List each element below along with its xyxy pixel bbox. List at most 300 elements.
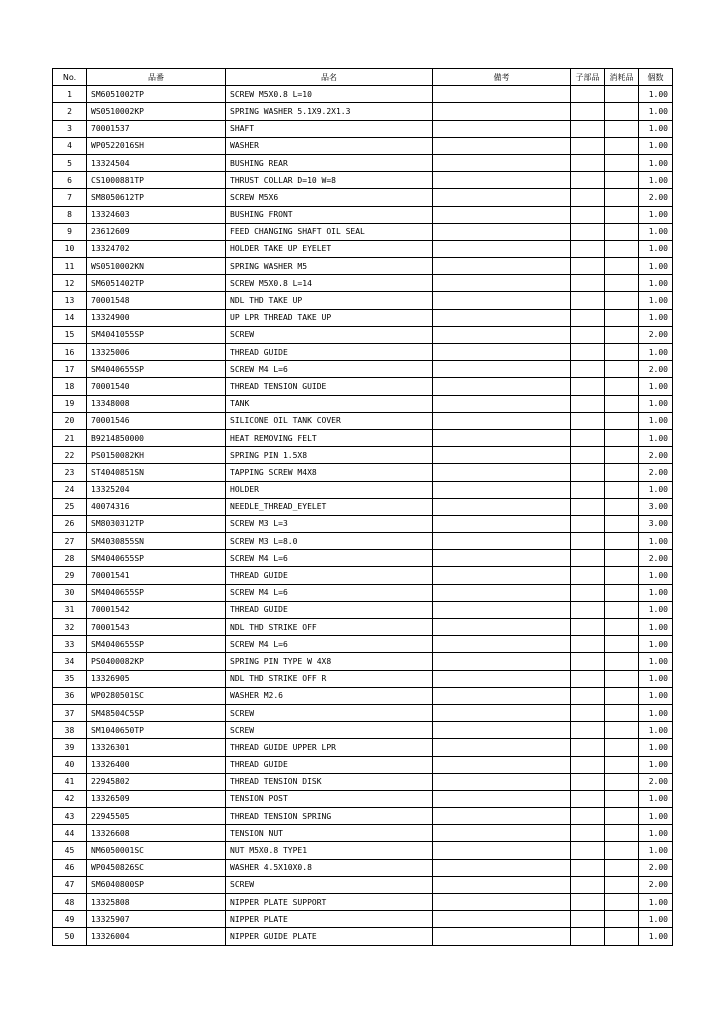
row-number: 10	[53, 240, 87, 257]
row-number: 48	[53, 894, 87, 911]
consumable-cell	[605, 842, 639, 859]
remarks-cell	[433, 378, 571, 395]
sub-part-cell	[571, 395, 605, 412]
consumable-cell	[605, 137, 639, 154]
part-name: TENSION NUT	[226, 825, 433, 842]
table-row	[53, 533, 673, 550]
part-number: SM4030855SN	[87, 533, 226, 550]
part-number: 13326509	[87, 790, 226, 807]
consumable-cell	[605, 601, 639, 618]
sub-part-cell	[571, 722, 605, 739]
table-row	[53, 172, 673, 189]
part-name: HOLDER	[226, 481, 433, 498]
quantity: 1.00	[639, 636, 673, 653]
quantity: 1.00	[639, 704, 673, 721]
row-number: 32	[53, 619, 87, 636]
part-number: SM6051002TP	[87, 86, 226, 103]
part-number: 70001546	[87, 412, 226, 429]
part-number: 70001543	[87, 619, 226, 636]
part-name: SCREW M5X6	[226, 189, 433, 206]
row-number: 25	[53, 498, 87, 515]
part-number: CS1000881TP	[87, 172, 226, 189]
remarks-cell	[433, 292, 571, 309]
sub-part-cell	[571, 859, 605, 876]
quantity: 1.00	[639, 240, 673, 257]
table-row	[53, 825, 673, 842]
quantity: 2.00	[639, 361, 673, 378]
consumable-cell	[605, 515, 639, 532]
table-body	[53, 86, 673, 945]
consumable-cell	[605, 154, 639, 171]
part-name: SCREW	[226, 876, 433, 893]
part-number: WP0280501SC	[87, 687, 226, 704]
part-number: WS0510002KP	[87, 103, 226, 120]
remarks-cell	[433, 258, 571, 275]
sub-part-cell	[571, 223, 605, 240]
row-number: 6	[53, 172, 87, 189]
consumable-cell	[605, 447, 639, 464]
part-name: SCREW M5X0.8 L=14	[226, 275, 433, 292]
consumable-cell	[605, 498, 639, 515]
remarks-cell	[433, 154, 571, 171]
remarks-cell	[433, 567, 571, 584]
part-name: SHAFT	[226, 120, 433, 137]
table-row	[53, 790, 673, 807]
part-number: 70001548	[87, 292, 226, 309]
sub-part-cell	[571, 498, 605, 515]
part-name: SCREW M4 L=6	[226, 636, 433, 653]
table-row	[53, 189, 673, 206]
table-row	[53, 601, 673, 618]
part-name: SPRING WASHER 5.1X9.2X1.3	[226, 103, 433, 120]
sub-part-cell	[571, 344, 605, 361]
remarks-cell	[433, 722, 571, 739]
consumable-cell	[605, 206, 639, 223]
part-number: WS0510002KN	[87, 258, 226, 275]
part-name: SCREW M3 L=3	[226, 515, 433, 532]
part-name: SCREW M3 L=8.0	[226, 533, 433, 550]
table-row	[53, 859, 673, 876]
consumable-cell	[605, 309, 639, 326]
header-part-number: 品番	[87, 69, 226, 86]
remarks-cell	[433, 223, 571, 240]
sub-part-cell	[571, 876, 605, 893]
part-number: SM6051402TP	[87, 275, 226, 292]
remarks-cell	[433, 395, 571, 412]
row-number: 30	[53, 584, 87, 601]
consumable-cell	[605, 240, 639, 257]
table-row	[53, 756, 673, 773]
part-number: SM8030312TP	[87, 515, 226, 532]
remarks-cell	[433, 550, 571, 567]
remarks-cell	[433, 206, 571, 223]
sub-part-cell	[571, 739, 605, 756]
remarks-cell	[433, 619, 571, 636]
part-number: 13326301	[87, 739, 226, 756]
part-name: SCREW M4 L=6	[226, 584, 433, 601]
row-number: 1	[53, 86, 87, 103]
part-number: SM8050612TP	[87, 189, 226, 206]
consumable-cell	[605, 894, 639, 911]
consumable-cell	[605, 670, 639, 687]
consumable-cell	[605, 361, 639, 378]
consumable-cell	[605, 120, 639, 137]
sub-part-cell	[571, 154, 605, 171]
row-number: 14	[53, 309, 87, 326]
quantity: 1.00	[639, 275, 673, 292]
row-number: 36	[53, 687, 87, 704]
part-number: 13325808	[87, 894, 226, 911]
table-row	[53, 412, 673, 429]
remarks-cell	[433, 240, 571, 257]
sub-part-cell	[571, 120, 605, 137]
quantity: 1.00	[639, 790, 673, 807]
remarks-cell	[433, 344, 571, 361]
quantity: 1.00	[639, 670, 673, 687]
parts-list-table	[52, 68, 673, 946]
remarks-cell	[433, 189, 571, 206]
quantity: 1.00	[639, 378, 673, 395]
quantity: 1.00	[639, 739, 673, 756]
part-number: SM1040650TP	[87, 722, 226, 739]
sub-part-cell	[571, 911, 605, 928]
sub-part-cell	[571, 704, 605, 721]
part-name: NDL THD STRIKE OFF R	[226, 670, 433, 687]
remarks-cell	[433, 584, 571, 601]
part-number: 13326608	[87, 825, 226, 842]
sub-part-cell	[571, 464, 605, 481]
quantity: 1.00	[639, 584, 673, 601]
part-name: TAPPING SCREW M4X8	[226, 464, 433, 481]
consumable-cell	[605, 378, 639, 395]
sub-part-cell	[571, 808, 605, 825]
sub-part-cell	[571, 361, 605, 378]
part-name: BUSHING FRONT	[226, 206, 433, 223]
row-number: 7	[53, 189, 87, 206]
part-number: 70001542	[87, 601, 226, 618]
consumable-cell	[605, 756, 639, 773]
table-row	[53, 567, 673, 584]
consumable-cell	[605, 825, 639, 842]
row-number: 22	[53, 447, 87, 464]
sub-part-cell	[571, 842, 605, 859]
sub-part-cell	[571, 309, 605, 326]
quantity: 1.00	[639, 258, 673, 275]
quantity: 2.00	[639, 464, 673, 481]
remarks-cell	[433, 653, 571, 670]
quantity: 1.00	[639, 344, 673, 361]
row-number: 5	[53, 154, 87, 171]
row-number: 17	[53, 361, 87, 378]
consumable-cell	[605, 619, 639, 636]
quantity: 1.00	[639, 206, 673, 223]
row-number: 2	[53, 103, 87, 120]
row-number: 23	[53, 464, 87, 481]
part-name: THREAD GUIDE	[226, 756, 433, 773]
table-row	[53, 619, 673, 636]
quantity: 2.00	[639, 550, 673, 567]
table-row	[53, 687, 673, 704]
table-row	[53, 447, 673, 464]
sub-part-cell	[571, 619, 605, 636]
part-number: PS0400082KP	[87, 653, 226, 670]
sub-part-cell	[571, 773, 605, 790]
remarks-cell	[433, 670, 571, 687]
sub-part-cell	[571, 412, 605, 429]
quantity: 1.00	[639, 481, 673, 498]
consumable-cell	[605, 464, 639, 481]
row-number: 31	[53, 601, 87, 618]
row-number: 4	[53, 137, 87, 154]
consumable-cell	[605, 636, 639, 653]
part-name: THREAD TENSION DISK	[226, 773, 433, 790]
consumable-cell	[605, 773, 639, 790]
quantity: 1.00	[639, 928, 673, 945]
remarks-cell	[433, 601, 571, 618]
row-number: 35	[53, 670, 87, 687]
quantity: 1.00	[639, 825, 673, 842]
part-name: HOLDER TAKE UP EYELET	[226, 240, 433, 257]
table-row	[53, 154, 673, 171]
sub-part-cell	[571, 894, 605, 911]
table-row	[53, 206, 673, 223]
consumable-cell	[605, 292, 639, 309]
quantity: 1.00	[639, 172, 673, 189]
consumable-cell	[605, 86, 639, 103]
quantity: 2.00	[639, 189, 673, 206]
quantity: 1.00	[639, 412, 673, 429]
table-row	[53, 653, 673, 670]
quantity: 1.00	[639, 756, 673, 773]
quantity: 1.00	[639, 687, 673, 704]
part-number: SM4040655SP	[87, 636, 226, 653]
sub-part-cell	[571, 825, 605, 842]
sub-part-cell	[571, 790, 605, 807]
part-number: 70001540	[87, 378, 226, 395]
remarks-cell	[433, 773, 571, 790]
quantity: 1.00	[639, 309, 673, 326]
sub-part-cell	[571, 601, 605, 618]
sub-part-cell	[571, 275, 605, 292]
remarks-cell	[433, 894, 571, 911]
part-name: NDL THD STRIKE OFF	[226, 619, 433, 636]
consumable-cell	[605, 567, 639, 584]
header-no: No.	[53, 69, 87, 86]
part-number: 40074316	[87, 498, 226, 515]
part-name: NEEDLE_THREAD_EYELET	[226, 498, 433, 515]
part-name: THREAD GUIDE UPPER LPR	[226, 739, 433, 756]
sub-part-cell	[571, 670, 605, 687]
remarks-cell	[433, 361, 571, 378]
sub-part-cell	[571, 189, 605, 206]
table-row	[53, 344, 673, 361]
part-number: SM48504C5SP	[87, 704, 226, 721]
row-number: 47	[53, 876, 87, 893]
remarks-cell	[433, 756, 571, 773]
part-number: 22945505	[87, 808, 226, 825]
sub-part-cell	[571, 103, 605, 120]
part-number: SM4041055SP	[87, 326, 226, 343]
remarks-cell	[433, 412, 571, 429]
remarks-cell	[433, 739, 571, 756]
row-number: 40	[53, 756, 87, 773]
row-number: 34	[53, 653, 87, 670]
part-number: SM4040655SP	[87, 584, 226, 601]
consumable-cell	[605, 808, 639, 825]
part-number: 70001537	[87, 120, 226, 137]
remarks-cell	[433, 808, 571, 825]
table-row	[53, 223, 673, 240]
consumable-cell	[605, 722, 639, 739]
row-number: 3	[53, 120, 87, 137]
part-number: 22945802	[87, 773, 226, 790]
part-number: 13326400	[87, 756, 226, 773]
table-row	[53, 103, 673, 120]
table-row	[53, 584, 673, 601]
consumable-cell	[605, 103, 639, 120]
quantity: 1.00	[639, 292, 673, 309]
remarks-cell	[433, 481, 571, 498]
part-number: 13326905	[87, 670, 226, 687]
quantity: 1.00	[639, 808, 673, 825]
row-number: 16	[53, 344, 87, 361]
row-number: 18	[53, 378, 87, 395]
row-number: 41	[53, 773, 87, 790]
quantity: 1.00	[639, 911, 673, 928]
row-number: 11	[53, 258, 87, 275]
consumable-cell	[605, 550, 639, 567]
part-name: UP LPR THREAD TAKE UP	[226, 309, 433, 326]
table-row	[53, 739, 673, 756]
row-number: 9	[53, 223, 87, 240]
part-number: 70001541	[87, 567, 226, 584]
consumable-cell	[605, 911, 639, 928]
sub-part-cell	[571, 550, 605, 567]
consumable-cell	[605, 704, 639, 721]
table-row	[53, 773, 673, 790]
part-name: HEAT REMOVING FELT	[226, 429, 433, 446]
part-number: 13324900	[87, 309, 226, 326]
row-number: 26	[53, 515, 87, 532]
consumable-cell	[605, 584, 639, 601]
remarks-cell	[433, 86, 571, 103]
quantity: 1.00	[639, 395, 673, 412]
part-number: 23612609	[87, 223, 226, 240]
table-header-row	[53, 69, 673, 86]
part-number: 13324603	[87, 206, 226, 223]
sub-part-cell	[571, 258, 605, 275]
sub-part-cell	[571, 928, 605, 945]
part-number: SM4040655SP	[87, 550, 226, 567]
quantity: 1.00	[639, 567, 673, 584]
quantity: 3.00	[639, 498, 673, 515]
sub-part-cell	[571, 206, 605, 223]
consumable-cell	[605, 876, 639, 893]
table-row	[53, 498, 673, 515]
part-number: PS0150082KH	[87, 447, 226, 464]
sub-part-cell	[571, 756, 605, 773]
remarks-cell	[433, 790, 571, 807]
remarks-cell	[433, 687, 571, 704]
remarks-cell	[433, 120, 571, 137]
part-number: 13325907	[87, 911, 226, 928]
row-number: 19	[53, 395, 87, 412]
part-name: SPRING WASHER M5	[226, 258, 433, 275]
table-row	[53, 361, 673, 378]
part-name: WASHER	[226, 137, 433, 154]
remarks-cell	[433, 825, 571, 842]
sub-part-cell	[571, 172, 605, 189]
part-name: SCREW M4 L=6	[226, 361, 433, 378]
part-name: SCREW	[226, 722, 433, 739]
quantity: 2.00	[639, 859, 673, 876]
quantity: 2.00	[639, 876, 673, 893]
row-number: 29	[53, 567, 87, 584]
part-name: THREAD TENSION SPRING	[226, 808, 433, 825]
table-row	[53, 309, 673, 326]
quantity: 1.00	[639, 722, 673, 739]
part-name: TANK	[226, 395, 433, 412]
consumable-cell	[605, 275, 639, 292]
table-row	[53, 378, 673, 395]
row-number: 24	[53, 481, 87, 498]
quantity: 1.00	[639, 154, 673, 171]
sub-part-cell	[571, 481, 605, 498]
row-number: 15	[53, 326, 87, 343]
remarks-cell	[433, 309, 571, 326]
table-row	[53, 275, 673, 292]
sub-part-cell	[571, 567, 605, 584]
part-name: THREAD TENSION GUIDE	[226, 378, 433, 395]
sub-part-cell	[571, 86, 605, 103]
remarks-cell	[433, 911, 571, 928]
row-number: 50	[53, 928, 87, 945]
row-number: 21	[53, 429, 87, 446]
part-name: NIPPER PLATE	[226, 911, 433, 928]
sub-part-cell	[571, 429, 605, 446]
part-name: WASHER 4.5X10X0.8	[226, 859, 433, 876]
consumable-cell	[605, 189, 639, 206]
consumable-cell	[605, 790, 639, 807]
sub-part-cell	[571, 137, 605, 154]
table-row	[53, 704, 673, 721]
table-row	[53, 464, 673, 481]
row-number: 46	[53, 859, 87, 876]
part-number: WP0522016SH	[87, 137, 226, 154]
row-number: 38	[53, 722, 87, 739]
sub-part-cell	[571, 653, 605, 670]
quantity: 1.00	[639, 842, 673, 859]
remarks-cell	[433, 636, 571, 653]
quantity: 1.00	[639, 223, 673, 240]
part-name: TENSION POST	[226, 790, 433, 807]
part-name: SPRING PIN TYPE W 4X8	[226, 653, 433, 670]
row-number: 12	[53, 275, 87, 292]
table-row	[53, 722, 673, 739]
consumable-cell	[605, 429, 639, 446]
sub-part-cell	[571, 584, 605, 601]
remarks-cell	[433, 842, 571, 859]
remarks-cell	[433, 515, 571, 532]
part-name: WASHER M2.6	[226, 687, 433, 704]
part-name: THREAD GUIDE	[226, 344, 433, 361]
table-row	[53, 395, 673, 412]
table-row	[53, 240, 673, 257]
row-number: 44	[53, 825, 87, 842]
quantity: 1.00	[639, 533, 673, 550]
consumable-cell	[605, 928, 639, 945]
consumable-cell	[605, 395, 639, 412]
